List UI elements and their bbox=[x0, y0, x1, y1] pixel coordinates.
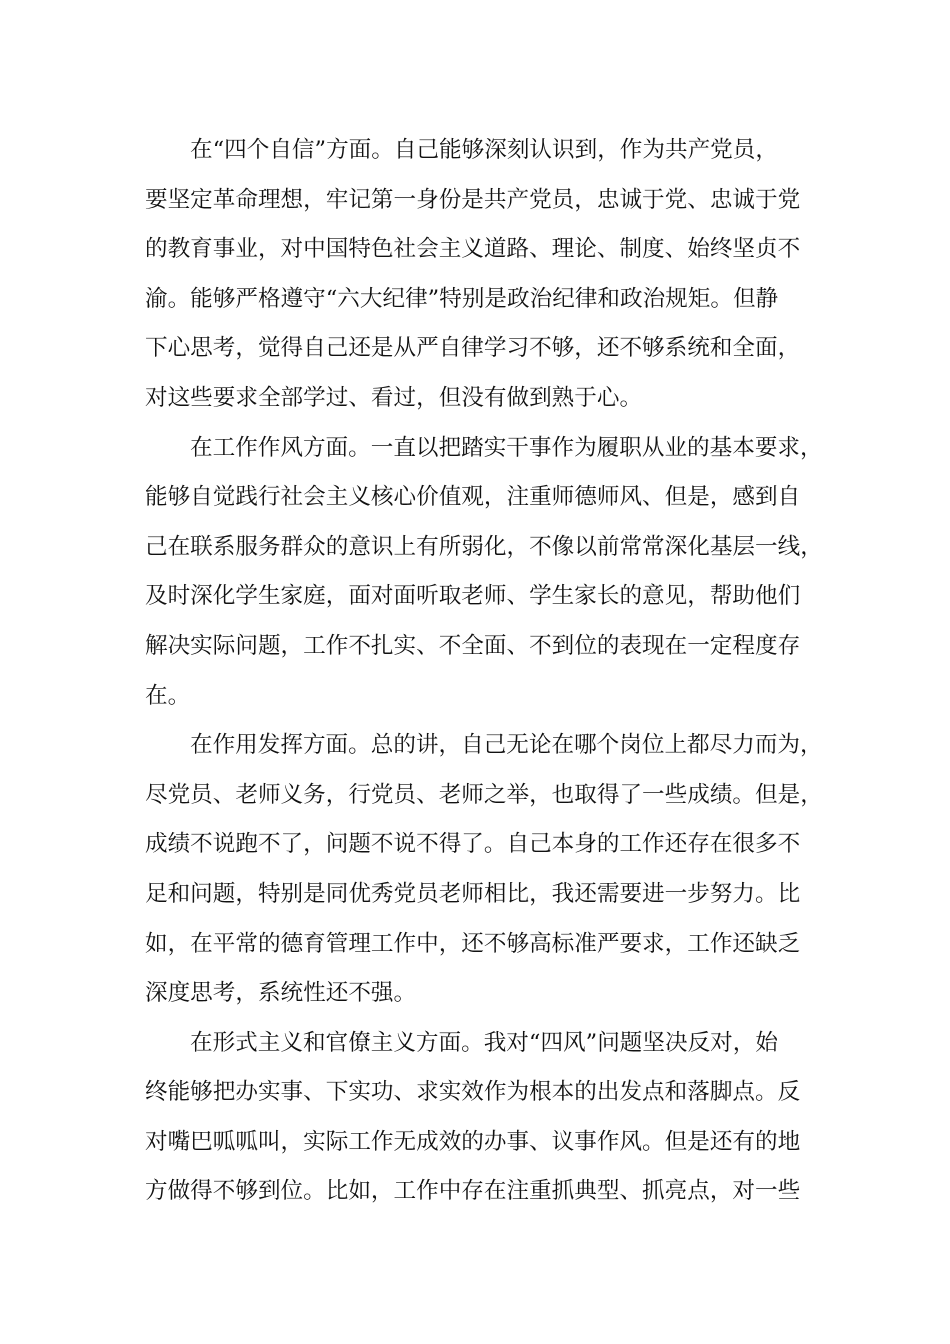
text-line: 渝。能够严格遵守“六大纪律”特别是政治纪律和政治规矩。但静 bbox=[145, 285, 779, 312]
text-line: 如，在平常的德育管理工作中，还不够高标准严要求，工作还缺乏 bbox=[145, 930, 801, 957]
text-line: 下心思考，觉得自己还是从严自律学习不够，还不够系统和全面， bbox=[145, 335, 801, 362]
text-line: 能够自觉践行社会主义核心价值观，注重师德师风、但是，感到自 bbox=[145, 484, 801, 511]
text-line: 对嘴巴呱呱叫，实际工作无成效的办事、议事作风。但是还有的地 bbox=[145, 1128, 801, 1155]
text-line: 的教育事业，对中国特色社会主义道路、理论、制度、始终坚贞不 bbox=[145, 236, 801, 263]
text-line: 在“四个自信”方面。自己能够深刻认识到，作为共产党员， bbox=[190, 137, 778, 163]
text-line: 对这些要求全部学过、看过，但没有做到熟于心。 bbox=[145, 384, 643, 411]
paragraph-role-performance bbox=[145, 721, 825, 1019]
text-line: 要坚定革命理想，牢记第一身份是共产党员，忠诚于党、忠诚于党 bbox=[145, 186, 801, 213]
text-line: 解决实际问题，工作不扎实、不全面、不到位的表现在一定程度存 bbox=[145, 632, 801, 659]
text-line: 足和问题，特别是同优秀党员老师相比，我还需要进一步努力。比 bbox=[145, 880, 801, 907]
paragraph-formalism-bureaucracy bbox=[145, 1019, 825, 1217]
paragraph-work-style bbox=[145, 424, 825, 722]
text-line: 在工作作风方面。一直以把踏实干事作为履职从业的基本要求， bbox=[190, 434, 823, 461]
text-line: 深度思考，系统性还不强。 bbox=[145, 980, 417, 1007]
text-line: 在。 bbox=[145, 682, 191, 709]
text-line: 己在联系服务群众的意识上有所弱化，不像以前常常深化基层一线， bbox=[145, 533, 823, 560]
text-line: 在作用发挥方面。总的讲，自己无论在哪个岗位上都尽力而为， bbox=[190, 732, 823, 759]
text-line: 尽党员、老师义务，行党员、老师之举，也取得了一些成绩。但是， bbox=[145, 781, 823, 808]
text-line: 成绩不说跑不了，问题不说不得了。自己本身的工作还存在很多不 bbox=[145, 831, 801, 858]
text-line: 及时深化学生家庭，面对面听取老师、学生家长的意见，帮助他们 bbox=[145, 583, 801, 610]
document-body bbox=[145, 126, 825, 1217]
text-line: 在形式主义和官僚主义方面。我对“四风”问题坚决反对，始 bbox=[190, 1029, 778, 1056]
text-line: 终能够把办实事、下实功、求实效作为根本的出发点和落脚点。反 bbox=[145, 1079, 801, 1106]
paragraph-four-confidences bbox=[145, 126, 825, 424]
text-line: 方做得不够到位。比如，工作中存在注重抓典型、抓亮点，对一些 bbox=[145, 1178, 801, 1205]
